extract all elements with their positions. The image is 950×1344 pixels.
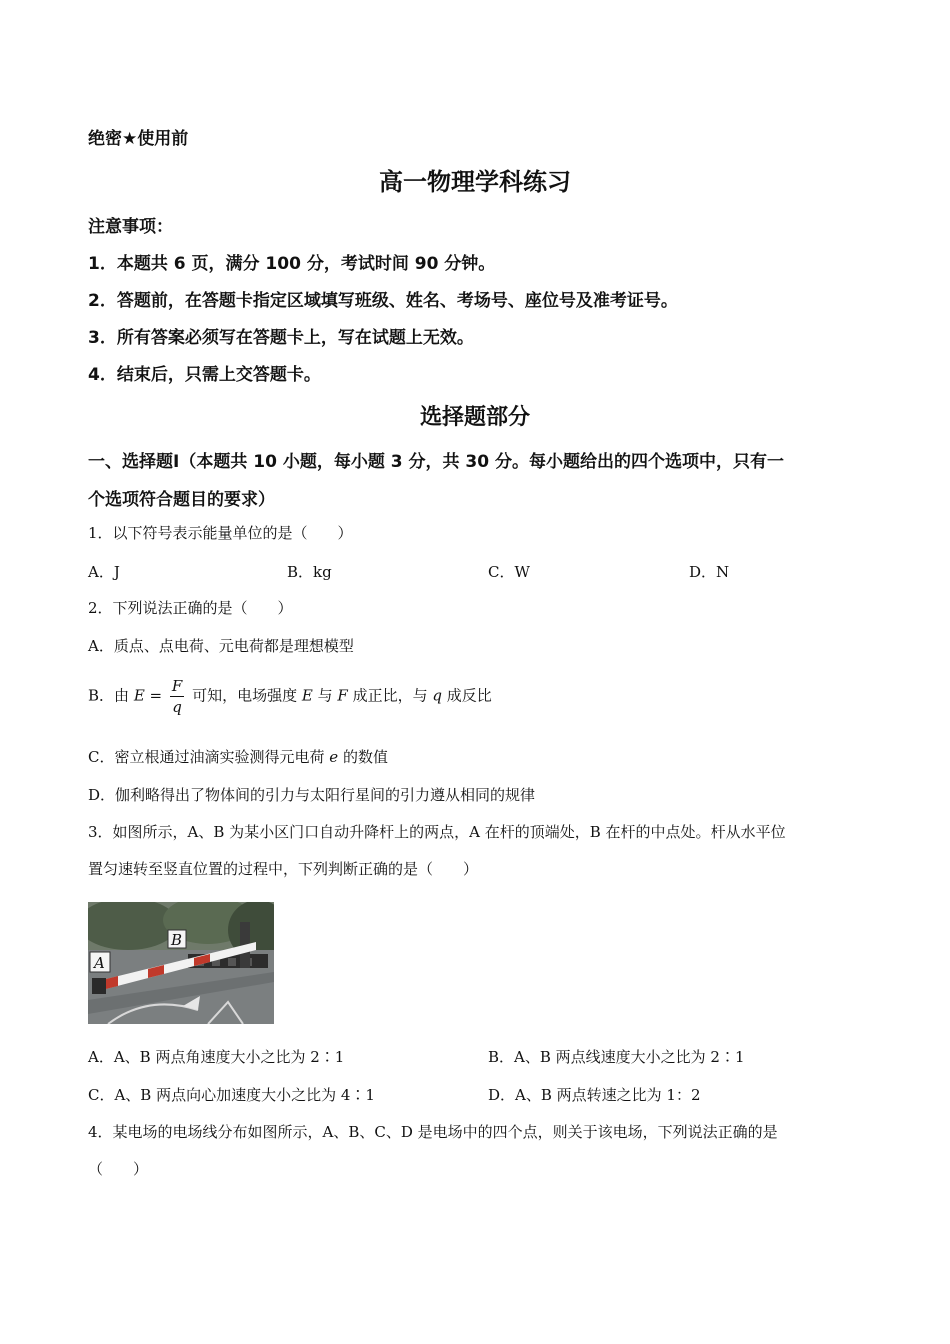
- q2-option-b: [88, 676, 492, 717]
- q2-c-text: C．密立根通过油滴实验测得元电荷: [88, 748, 325, 766]
- q2-b-eq-sign: =: [144, 686, 167, 705]
- q3-option-c: C．A、B 两点向心加速度大小之比为 4∶1: [88, 1086, 375, 1104]
- q2-option-a: A．质点、点电荷、元电荷都是理想模型: [88, 637, 354, 655]
- q2-c-suffix: 的数值: [342, 748, 388, 766]
- notice-item-4: 4．结束后，只需上交答题卡。: [88, 365, 321, 385]
- notice-item-1: 1．本题共 6 页，满分 100 分，考试时间 90 分钟。: [88, 254, 496, 274]
- q1-option-d: D．N: [689, 563, 730, 581]
- q2-b-prefix: B．由: [88, 686, 130, 705]
- q1-stem: 1．以下符号表示能量单位的是（ ）: [88, 524, 353, 542]
- q2-b-text-2: 与: [317, 686, 333, 705]
- q4-stem-line2: （ ）: [88, 1160, 149, 1178]
- q2-b-denominator: q: [172, 698, 182, 716]
- q2-b-text-4: 成反比: [446, 686, 492, 705]
- photo-label-b: B: [171, 931, 183, 949]
- section-title: 选择题部分: [419, 405, 530, 430]
- q2-b-numerator: F: [171, 677, 183, 695]
- q1-option-c: C．W: [488, 563, 530, 581]
- notice-item-2: 2．答题前，在答题卡指定区域填写班级、姓名、考场号、座位号及准考证号。: [88, 291, 678, 311]
- section-instruction-line2: 个选项符合题目的要求）: [88, 490, 275, 510]
- q2-b-var-q: q: [432, 686, 443, 705]
- q4-stem-line1: 4．某电场的电场线分布如图所示，A、B、C、D 是电场中的四个点，则关于该电场，下列说法正确的是: [88, 1123, 778, 1141]
- q3-option-b: B．A、B 两点线速度大小之比为 2∶1: [488, 1048, 745, 1066]
- q1-option-a: A．J: [88, 563, 120, 581]
- q2-b-text-1: 可知，电场强度: [192, 686, 298, 705]
- photo-label-a: A: [94, 954, 105, 972]
- q2-stem: 2．下列说法正确的是（ ）: [88, 599, 293, 617]
- q3-stem-line1: 3．如图所示，A、B 为某小区门口自动升降杆上的两点，A 在杆的顶端处，B 在杆的中点处。杆从水平位: [88, 823, 786, 841]
- q3-option-a: A．A、B 两点角速度大小之比为 2∶1: [88, 1048, 345, 1066]
- secret-label: 绝密★使用前: [88, 129, 189, 149]
- q2-c-var: e: [329, 748, 339, 766]
- q2-option-c: [88, 746, 388, 767]
- q2-b-var-e: E: [301, 686, 313, 705]
- barrier-photo-drawing: [88, 902, 274, 1024]
- q2-b-fraction: [170, 676, 184, 717]
- q2-b-text-3: 成正比，与: [352, 686, 428, 705]
- notice-heading: 注意事项：: [88, 217, 173, 237]
- q1-option-b: B．kg: [287, 563, 332, 581]
- q3-option-d: D．A、B 两点转速之比为 1：2: [488, 1086, 701, 1104]
- q2-b-var-f: F: [337, 686, 348, 705]
- notice-item-3: 3．所有答案必须写在答题卡上，写在试题上无效。: [88, 328, 474, 348]
- q2-option-d: D．伽利略得出了物体间的引力与太阳行星间的引力遵从相同的规律: [88, 786, 536, 804]
- q2-b-eq-lhs: E: [133, 686, 145, 705]
- q3-stem-line2: 置匀速转至竖直位置的过程中，下列判断正确的是（ ）: [88, 860, 479, 878]
- page-title: 高一物理学科练习: [379, 168, 571, 196]
- section-instruction-line1: 一、选择题Ⅰ（本题共 10 小题，每小题 3 分，共 30 分。每小题给出的四个选项中，只有一: [88, 452, 784, 472]
- q3-barrier-photo: [88, 902, 274, 1024]
